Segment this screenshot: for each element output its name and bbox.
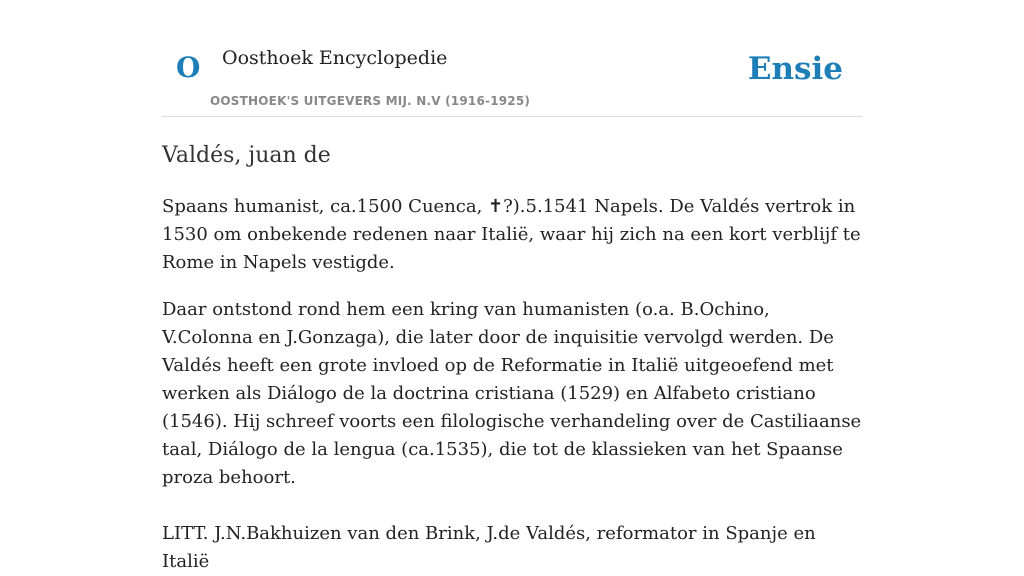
literature-reference: LITT. J.N.Bakhuizen van den Brink, J.de Valdés, reformator in Spanje en Italië — [162, 523, 816, 572]
logo-letter[interactable]: O — [176, 51, 201, 84]
article-paragraph: Spaans humanist, ca.1500 Cuenca, ✝?).5.1541 Napels. De Valdés vertrok in 1530 om onbekende redenen naar Italië, waar hij zich na een kort verblijf te Rome in Napels vestigde. — [162, 196, 861, 273]
site-header — [162, 0, 862, 117]
ensie-brand-link[interactable]: Ensie — [747, 51, 843, 87]
page-container — [162, 0, 862, 576]
site-title[interactable]: Oosthoek Encyclopedie — [222, 47, 448, 69]
article-title: Valdés, juan de — [162, 143, 331, 168]
publisher-subtitle: OOSTHOEK'S UITGEVERS MIJ. N.V (1916-1925) — [210, 94, 531, 108]
article-paragraph: Daar ontstond rond hem een kring van humanisten (o.a. B.Ochino, V.Colonna en J.Gonzaga), die later door de inquisitie vervolgd werden. De Valdés heeft een grote invloed op de Reformatie in Italië uitgeoefend met werken als Diálogo de la doctrina cristiana (1529) en Alfabeto cristiano (1546). Hij schreef voorts een filologische verhandeling over de Castiliaanse taal, Diálogo de la lengua (ca.1535), die tot de klassieken van het Spaanse proza behoort. — [162, 299, 862, 488]
